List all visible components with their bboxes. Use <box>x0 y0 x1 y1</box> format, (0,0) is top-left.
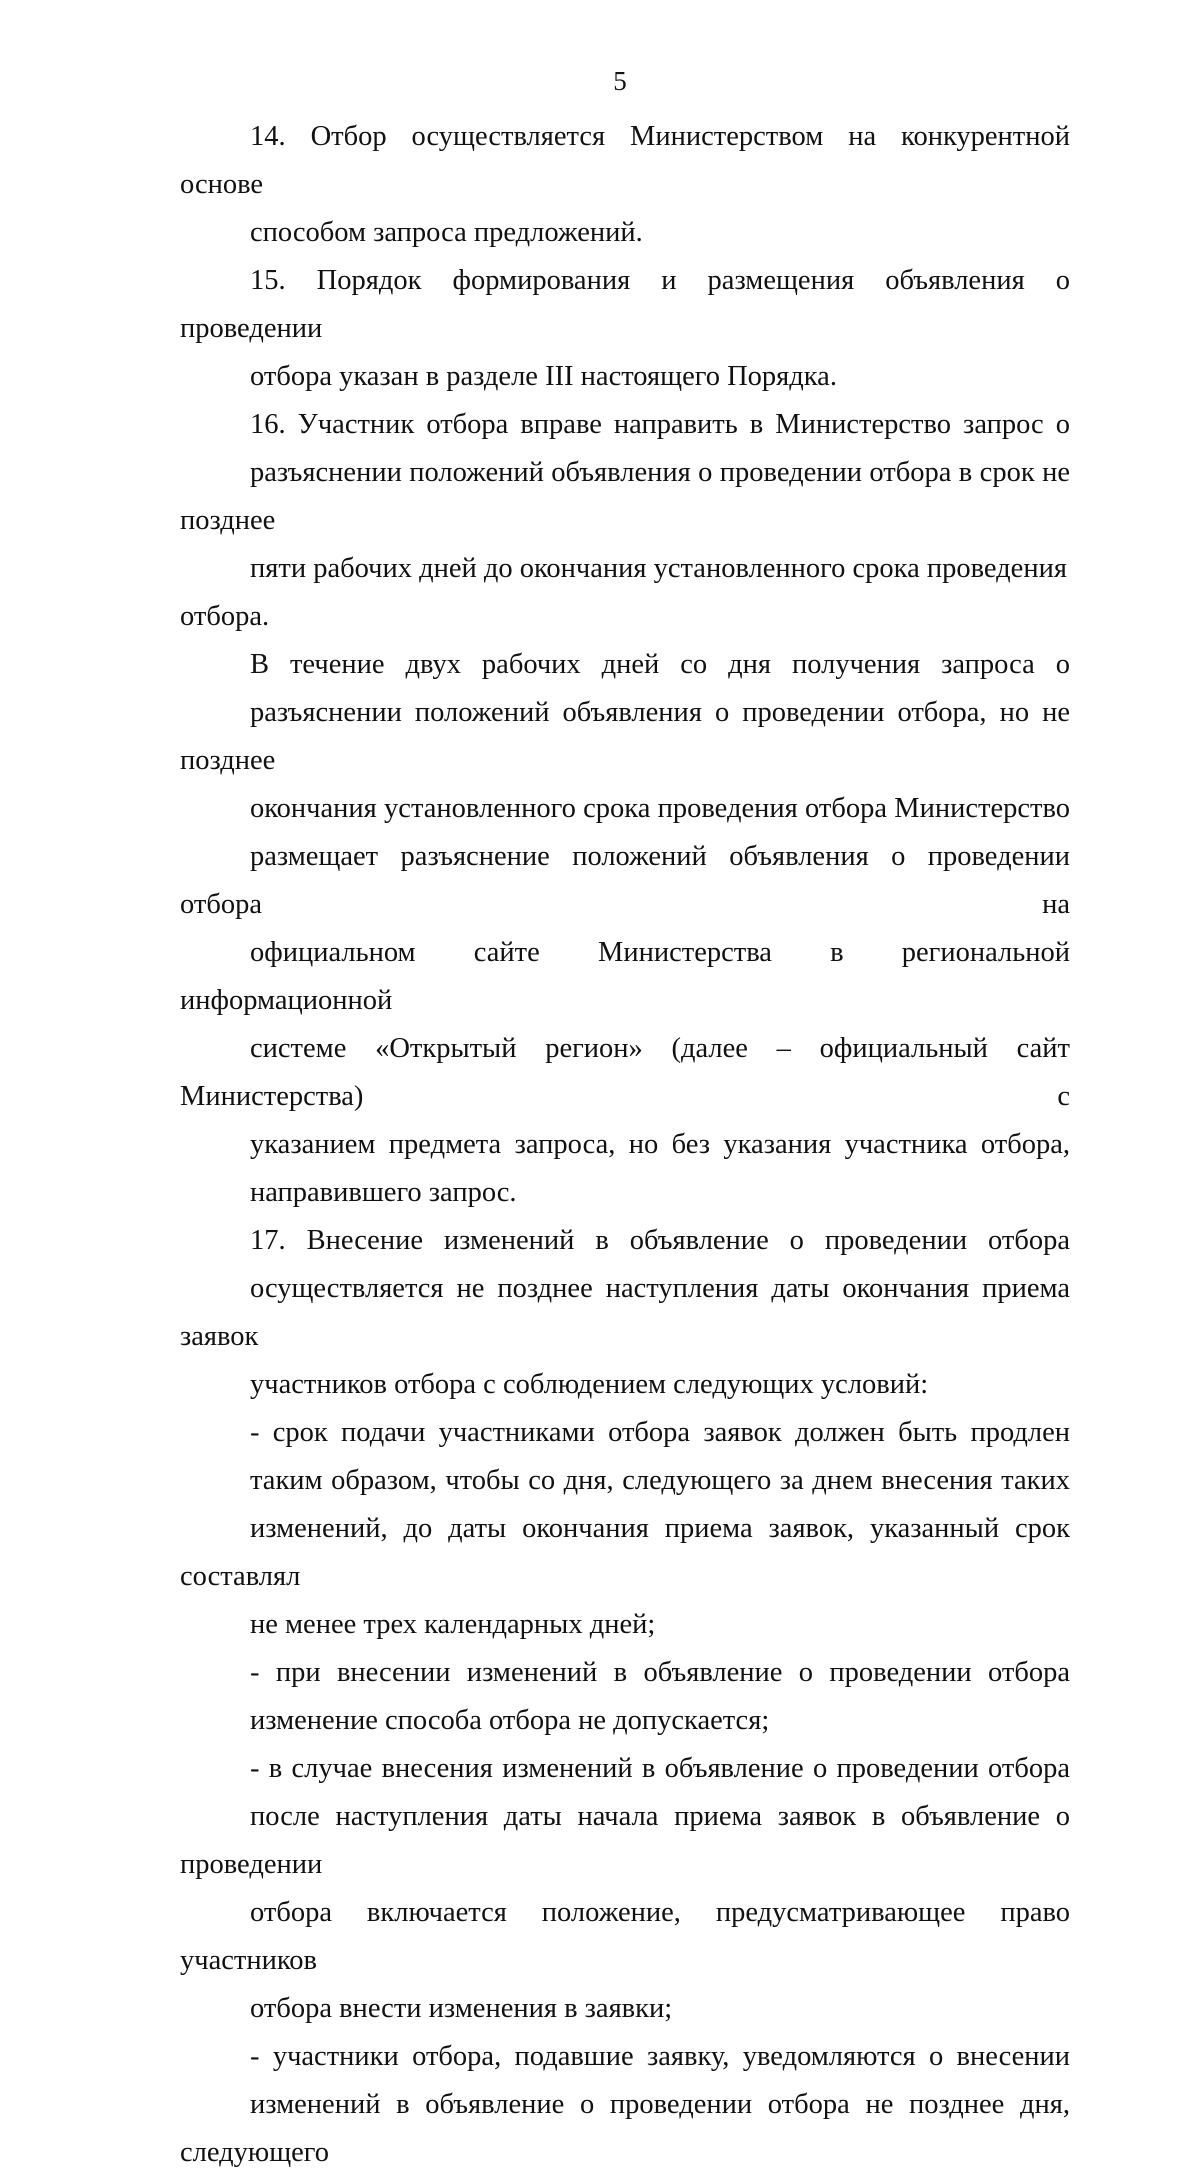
paragraph-15 <box>180 257 1070 401</box>
condition-application-change-line-4: отбора внести изменения в заявки; <box>250 1993 673 2024</box>
condition-extension-line-4: не менее трех календарных дней; <box>250 1609 656 1640</box>
paragraph-16-line-1: 16. Участник отбора вправе направить в Министерство запрос о <box>250 409 1070 440</box>
paragraph-clarification <box>180 641 1070 1217</box>
paragraph-17-line-1: 17. Внесение изменений в объявление о проведении отбора <box>250 1225 1070 1256</box>
paragraph-17-line-2: осуществляется не позднее наступления даты окончания приема заявок <box>180 1273 1070 1352</box>
paragraph-clarification-line-4: размещает разъяснение положений объявления о проведении отбора на <box>180 841 1070 920</box>
paragraph-15-line-1: 15. Порядок формирования и размещения объявления о проведении <box>180 265 1070 344</box>
condition-application-change <box>180 1745 1070 2033</box>
condition-notification <box>180 2033 1070 2177</box>
paragraph-14 <box>180 113 1070 257</box>
paragraph-14-line-2: способом запроса предложений. <box>250 217 643 248</box>
page-number: 5 <box>613 66 627 96</box>
paragraph-14-line-1: 14. Отбор осуществляется Министерством на конкурентной основе <box>180 121 1070 200</box>
paragraph-16-line-3: пяти рабочих дней до окончания установленного срока проведения отбора. <box>180 553 1067 632</box>
condition-extension-line-1: - срок подачи участниками отбора заявок должен быть продлен <box>250 1417 1070 1448</box>
paragraph-16-line-2: разъяснении положений объявления о проведении отбора в срок не позднее <box>180 457 1070 536</box>
condition-method-line-2: изменение способа отбора не допускается; <box>250 1705 770 1736</box>
condition-application-change-line-3: отбора включается положение, предусматривающее право участников <box>180 1897 1070 1976</box>
paragraph-clarification-line-5: официальном сайте Министерства в региональной информационной <box>180 937 1070 1016</box>
paragraph-16 <box>180 401 1070 641</box>
paragraph-clarification-line-8: направившего запрос. <box>250 1177 517 1208</box>
paragraph-17 <box>180 1217 1070 1409</box>
condition-notification-line-2: изменений в объявление о проведении отбора не позднее дня, следующего <box>180 2089 1070 2168</box>
condition-application-change-line-2: после наступления даты начала приема заявок в объявление о проведении <box>180 1801 1070 1880</box>
paragraph-15-line-2: отбора указан в разделе III настоящего Порядка. <box>250 361 837 392</box>
condition-method <box>180 1649 1070 1745</box>
condition-notification-line-1: - участники отбора, подавшие заявку, уведомляются о внесении <box>250 2041 1070 2072</box>
condition-extension-line-3: изменений, до даты окончания приема заявок, указанный срок составлял <box>180 1513 1070 1592</box>
paragraph-clarification-line-7: указанием предмета запроса, но без указания участника отбора, <box>250 1129 1070 1160</box>
condition-application-change-line-1: - в случае внесения изменений в объявление о проведении отбора <box>250 1753 1070 1784</box>
paragraph-clarification-line-1: В течение двух рабочих дней со дня получения запроса о <box>250 649 1070 680</box>
condition-extension <box>180 1409 1070 1649</box>
condition-method-line-1: - при внесении изменений в объявление о проведении отбора <box>250 1657 1070 1688</box>
paragraph-clarification-line-2: разъяснении положений объявления о проведении отбора, но не позднее <box>180 697 1070 776</box>
condition-extension-line-2: таким образом, чтобы со дня, следующего за днем внесения таких <box>250 1465 1070 1496</box>
paragraph-clarification-line-3: окончания установленного срока проведения отбора Министерство <box>250 793 1070 824</box>
paragraph-17-line-3: участников отбора с соблюдением следующих условий: <box>250 1369 929 1400</box>
document-body <box>180 113 1070 2177</box>
paragraph-clarification-line-6: системе «Открытый регион» (далее – официальный сайт Министерства) с <box>180 1033 1070 1112</box>
